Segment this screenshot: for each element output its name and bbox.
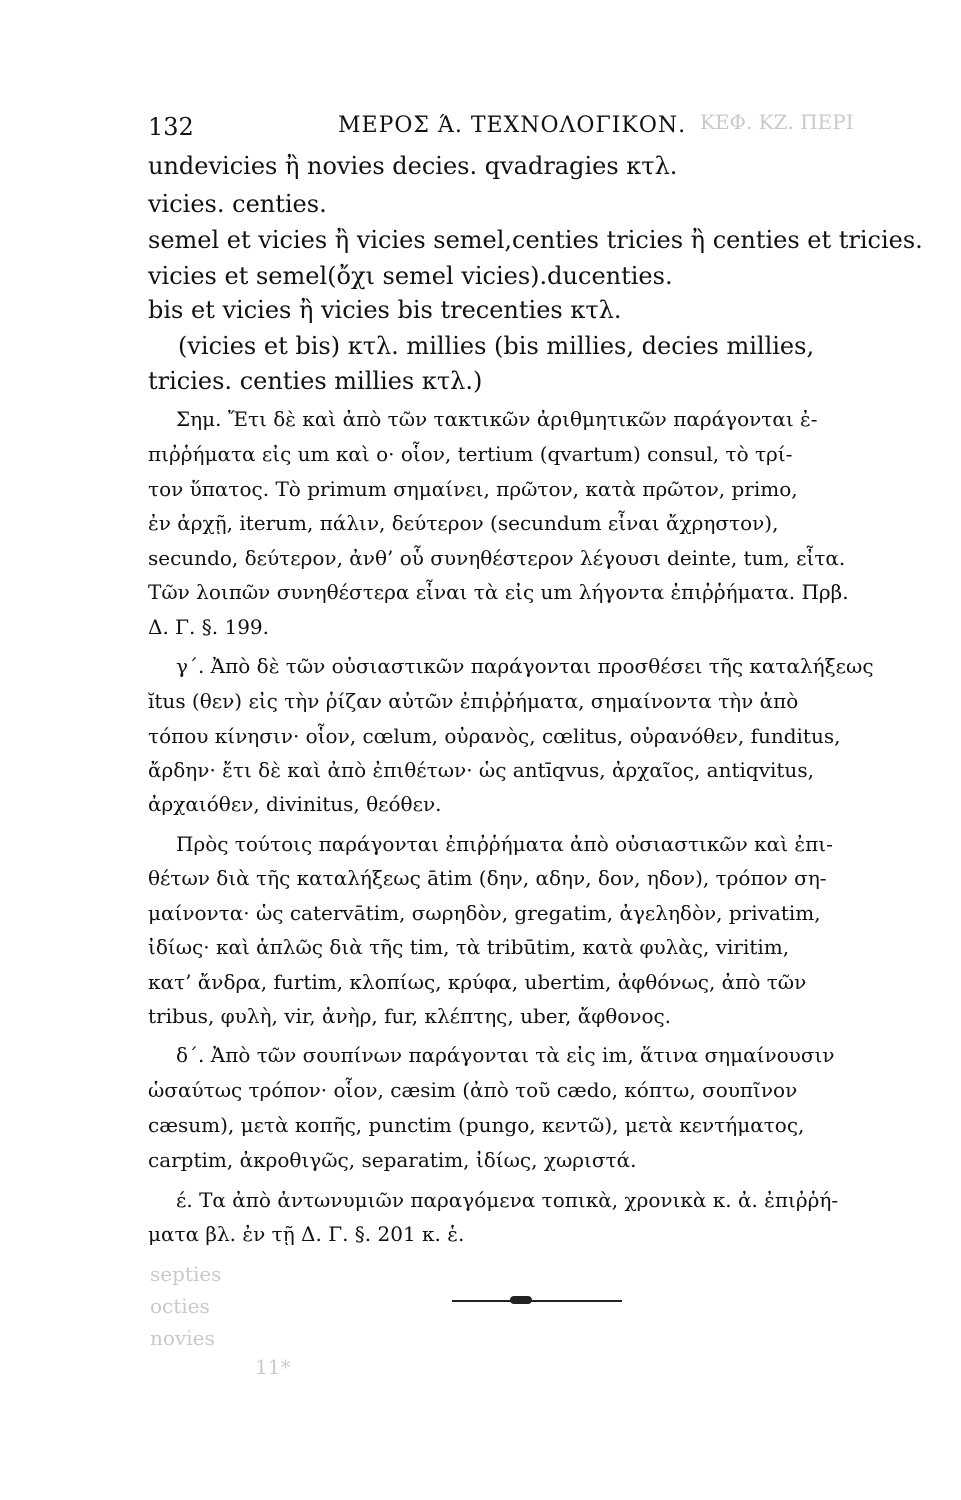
text-line: (vicies et bis) κτλ. millies (bis millies, decies millies, bbox=[178, 332, 815, 360]
text-line: semel et vicies ἢ vicies semel,centies tricies ἢ centies et tricies. bbox=[148, 226, 923, 254]
text-line: undevicies ἢ novies decies. qvadragies κτλ. bbox=[148, 152, 678, 180]
text-line: ἀρχαιόθεν, divinitus, θεόθεν. bbox=[148, 792, 442, 816]
text-line: tricies. centies millies κτλ.) bbox=[148, 367, 483, 395]
text-line: έ. Τα ἀπὸ ἀντωνυμιῶν παραγόμενα τοπικὰ, χρονικὰ κ. ἀ. ἐπιῤῥή- bbox=[176, 1188, 839, 1212]
text-line: θέτων διὰ τῆς καταλήξεως ātim (δην, αδην, δον, ηδον), τρόπον ση- bbox=[148, 866, 827, 890]
text-line: carptim, ἀκροθιγῶς, separatim, ἰδίως, χωριστά. bbox=[148, 1148, 637, 1172]
bleed-through-line: septies bbox=[150, 1262, 222, 1286]
divider-ornament bbox=[510, 1296, 532, 1304]
text-line: πιῤῥήματα εἰς um καὶ o· οἷον, tertium (qvartum) consul, τὸ τρί- bbox=[148, 442, 793, 466]
running-head: ΜΕΡΟΣ Ά. ΤΕΧΝΟΛΟΓΙΚΟΝ. bbox=[338, 113, 687, 138]
text-line: τον ὕπατος. Τὸ primum σημαίνει, πρῶτον, κατὰ πρῶτον, primo, bbox=[148, 477, 798, 501]
text-line: tribus, φυλὴ, vir, ἀνὴρ, fur, κλέπτης, uber, ἄφθονος. bbox=[148, 1004, 672, 1028]
text-line: ὡσαύτως τρόπον· οἷον, cæsim (ἀπὸ τοῦ cædo, κόπτω, σουπῖνον bbox=[148, 1078, 798, 1102]
text-line: cæsum), μετὰ κοπῆς, punctim (pungo, κεντῶ), μετὰ κεντήματος, bbox=[148, 1113, 805, 1137]
text-line: Σημ. Ἔτι δὲ καὶ ἀπὸ τῶν τακτικῶν ἀριθμητικῶν παράγονται ἐ- bbox=[176, 407, 818, 431]
text-line: vicies. centies. bbox=[148, 190, 327, 218]
text-line: τόπου κίνησιν· οἷον, cœlum, οὐρανὸς, cœlitus, οὐρανόθεν, funditus, bbox=[148, 724, 841, 748]
text-line: κατ’ ἄνδρα, furtim, κλοπίως, κρύφα, ubertim, ἀφθόνως, ἀπὸ τῶν bbox=[148, 970, 807, 994]
bleed-through-line: 11* bbox=[255, 1355, 291, 1379]
text-line: ματα βλ. ἐν τῇ Δ. Γ. §. 201 κ. ἑ. bbox=[148, 1222, 465, 1246]
text-line: secundo, δεύτερον, ἀνθ’ οὗ συνηθέστερον λέγουσι deinte, tum, εἶτα. bbox=[148, 546, 846, 570]
text-line: δ΄. Ἀπὸ τῶν σουπίνων παράγονται τὰ εἰς im, ἅτινα σημαίνουσιν bbox=[176, 1043, 835, 1067]
section-divider-rule bbox=[452, 1300, 622, 1302]
text-line: Τῶν λοιπῶν συνηθέστερα εἶναι τὰ εἰς um λήγοντα ἐπιῤῥήματα. Πρβ. bbox=[148, 580, 849, 604]
text-line: γ΄. Ἀπὸ δὲ τῶν οὐσιαστικῶν παράγονται προσθέσει τῆς καταλήξεως bbox=[176, 654, 874, 678]
bleed-through-line: novies bbox=[150, 1326, 215, 1350]
text-line: ἰδίως· καὶ ἁπλῶς διὰ τῆς tim, τὰ tribūtim, κατὰ φυλὰς, viritim, bbox=[148, 935, 790, 959]
bleed-through-line: octies bbox=[150, 1294, 210, 1318]
text-line: Πρὸς τούτοις παράγονται ἐπιῤῥήματα ἀπὸ οὐσιαστικῶν καὶ ἐπι- bbox=[176, 832, 833, 856]
text-line: ἄρδην· ἔτι δὲ καὶ ἀπὸ ἐπιθέτων· ὡς antīqvus, ἀρχαῖος, antiqvitus, bbox=[148, 758, 814, 782]
bleed-through-line: ΚΕΦ. ΚΖ. ΠΕΡΙ bbox=[700, 110, 854, 134]
text-line: ĭtus (θεν) εἰς τὴν ῥίζαν αὐτῶν ἐπιῤῥήματα, σημαίνοντα τὴν ἀπὸ bbox=[148, 689, 799, 713]
text-line: ἐν ἀρχῇ, iterum, πάλιν, δεύτερον (secundum εἶναι ἄχρηστον), bbox=[148, 511, 779, 535]
text-line: μαίνοντα· ὡς catervātim, σωρηδὸν, gregatim, ἀγεληδὸν, privatim, bbox=[148, 901, 821, 925]
text-line: vicies et semel(ὄχι semel vicies).ducenties. bbox=[148, 262, 673, 290]
text-line: Δ. Γ. §. 199. bbox=[148, 615, 269, 639]
page-number: 132 bbox=[148, 113, 194, 141]
text-line: bis et vicies ἢ vicies bis trecenties κτλ. bbox=[148, 296, 622, 324]
